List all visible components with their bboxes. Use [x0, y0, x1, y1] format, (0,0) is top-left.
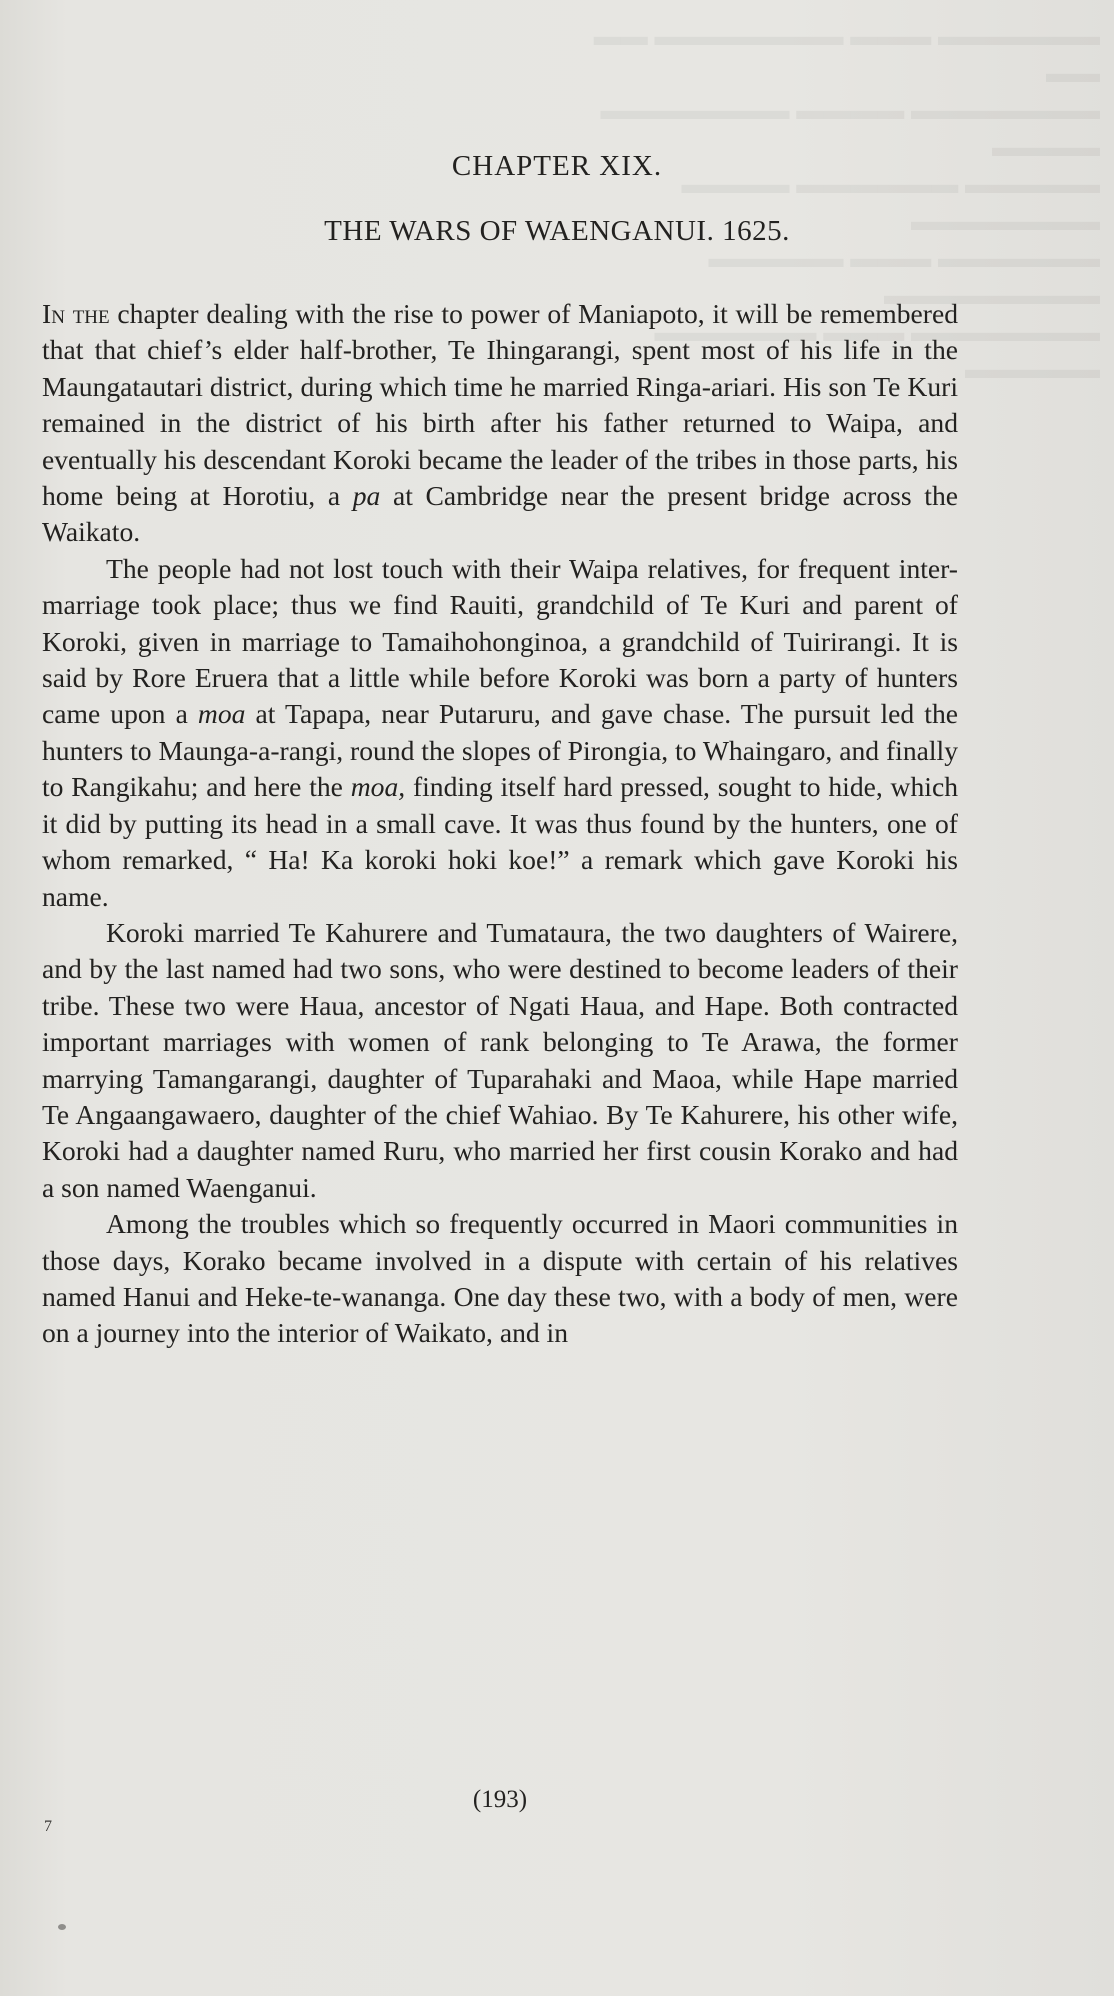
italic-moa-2: moa,	[350, 771, 406, 803]
paragraph-4: Among the troubles which so frequently occurred in Maori communities in those days, Korako became involved in a dispute with certain of his relatives named Hanui and Heke-te-wananga. One day these two, with a body of men, were on a journey into the interior of Waikato, and in	[42, 1208, 958, 1349]
italic-pa: pa	[352, 480, 381, 512]
paragraph-1-text-a: chapter dealing with the rise to power of Maniapoto, it will be remembered that that chief’s elder half-brother, Te Ihingarangi, spent most of his life in the Maungatautari district, during which time he married Ringa-ariari. His son Te Kuri remained in the district of his birth after his father returned to Waipa, and eventually his descendant Koroki became the leader of the tribes in those parts, his home being at Horotiu, a	[42, 298, 958, 512]
drop-lead-small-caps: In the	[42, 298, 110, 329]
paragraph-1	[42, 296, 958, 551]
paragraph-2-text-b: at Tapapa, near Putaruru, and gave chase. The pursuit led the hunters to Maunga-a-rangi, round the slopes of Pirongia, to Whaingaro, and finally to Rangikahu; and here the	[42, 698, 958, 803]
chapter-heading: CHAPTER XIX.	[451, 150, 663, 182]
paragraph-2	[42, 551, 958, 915]
signature-mark: 7	[44, 1818, 52, 1835]
show-through-from-reverse: ▬▬▬▬▬▬ ▬▬▬ ▬▬▬▬▬▬▬ ▬▬ ▬▬ ▬▬▬▬▬▬▬ ▬▬▬▬ ▬▬▬▬▬▬▬ ▬▬▬▬ ▬▬▬▬▬ ▬▬▬▬▬▬ ▬▬▬▬ ▬▬▬▬▬▬▬ ▬▬▬▬▬▬ ▬▬▬ ▬▬▬▬▬ ▬▬▬▬▬▬▬▬ ▬▬▬▬▬▬▬ ▬▬▬ ▬▬▬▬▬▬ ▬▬▬▬▬	[593, 21, 1100, 384]
paragraph-1-text-b: at Cambridge near the present bridge across the Waikato.	[42, 480, 958, 548]
ink-smudge	[58, 1924, 66, 1930]
page-number: (193)	[472, 1786, 528, 1813]
italic-moa: moa	[197, 698, 246, 730]
paragraph-2-text-a: The people had not lost touch with their Waipa relatives, for frequent inter-marriage took place; thus we find Rauiti, grandchild of Te Kuri and parent of Koroki, given in marriage to Tamaihohonginoa, a grandchild of Tuirirangi. It is said by Rore Eruera that a little while before Koroki was born a party of hunters came upon a	[42, 552, 958, 730]
chapter-subtitle: THE WARS OF WAENGANUI. 1625.	[324, 215, 790, 247]
paragraph-2-text-c: finding itself hard pressed, sought to hide, which it did by putting its head in a small cave. It was thus found by the hunters, one of whom remarked, “ Ha! Ka koroki hoki koe!” a remark which gave Koroki his name.	[42, 771, 958, 912]
body-text	[42, 296, 958, 1352]
paragraph-3: Koroki married Te Kahurere and Tumataura, the two daughters of Wairere, and by the last named had two sons, who were destined to become leaders of their tribe. These two were Haua, ancestor of Ngati Haua, and Hape. Both contracted important marriages with women of rank belonging to Te Arawa, the former marrying Tamangarangi, daughter of Tuparahaki and Maoa, while Hape married Te Angaangawaero, daughter of the chief Wahiao. By Te Kahurere, his other wife, Koroki had a daughter named Ruru, who married her first cousin Korako and had a son named Waenganui.	[42, 916, 958, 1203]
